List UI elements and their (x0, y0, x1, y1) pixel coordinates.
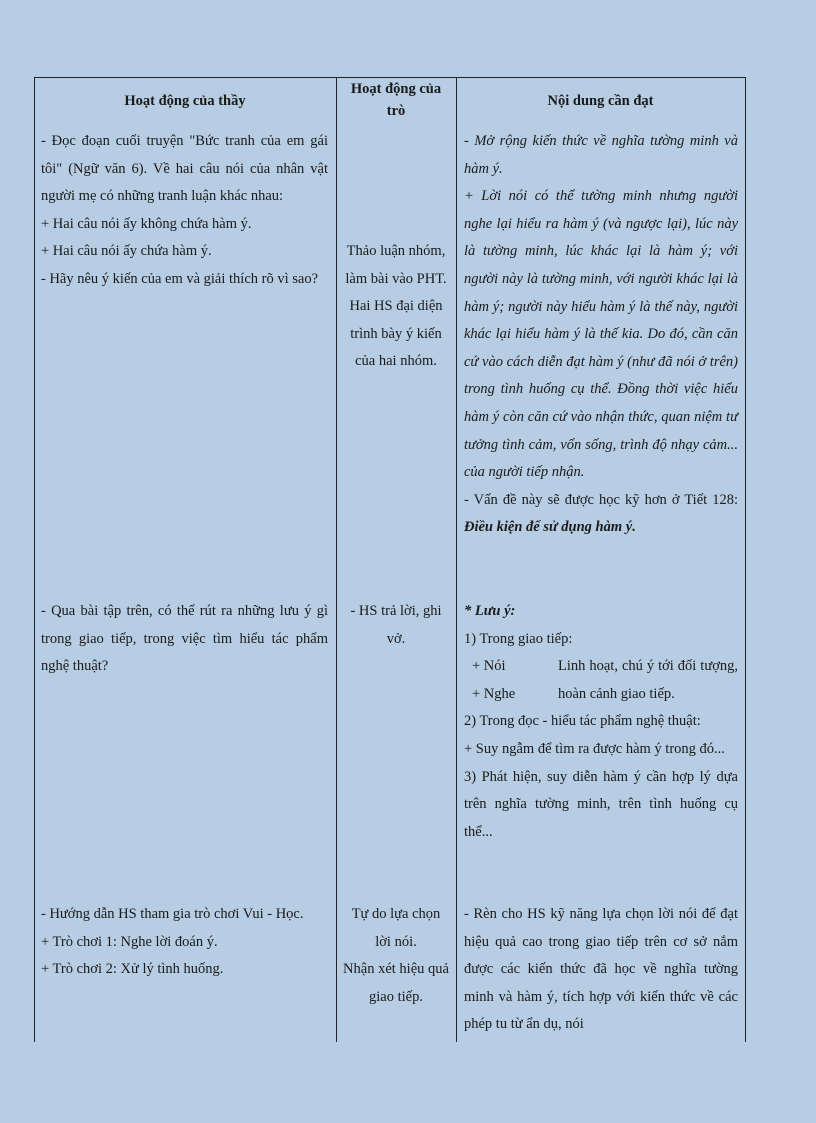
teacher-option-1: + Hai câu nói ấy không chứa hàm ý. (41, 215, 252, 232)
column-divider-1 (336, 77, 337, 1042)
note-heading: * Lưu ý: (464, 603, 516, 619)
content-note-prefix: - Vấn đề này sẽ được học kỹ hơn ở Tiết 128: (464, 491, 738, 508)
column-divider-2 (456, 77, 457, 1042)
note-plus-speak: + Nói (472, 658, 506, 675)
content-section-1 (464, 128, 738, 542)
note-item-2-sub: + Suy ngẫm để tìm ra được hàm ý trong đó... (464, 740, 725, 757)
header-content: Nội dung cần đạt (547, 93, 654, 109)
content-note-bold: Điều kiện để sử dụng hàm ý. (464, 519, 636, 536)
student-section-2 (343, 598, 449, 653)
content-skill-practice: - Rèn cho HS kỹ năng lựa chọn lời nói để đạt hiệu quả cao trong giao tiếp trên cơ sở nắm được các kiến thức đã học về nghĩa tường minh và hàm ý, tích hợp với kiến thức về các phép tu từ ẩn dụ, nói (464, 906, 738, 1033)
header-student: Hoạt động của trò (350, 81, 442, 119)
teacher-prompt-1: - Đọc đoạn cuối truyện "Bức tranh của em gái tôi" (Ngữ văn 6). Về hai câu nói của nhân vật người mẹ có những tranh luận khác nhau: (41, 133, 328, 205)
note-item-2: 2) Trong đọc - hiểu tác phẩm nghệ thuật: (464, 713, 701, 730)
student-activity-2: Hai HS đại diện trình bày ý kiến của hai nhóm. (349, 298, 443, 370)
student-activity-5: Nhận xét hiệu quả giao tiếp. (343, 961, 449, 1005)
note-plus-desc: Linh hoạt, chú ý tới đối tượng, hoàn cảnh giao tiếp. (558, 658, 738, 702)
teacher-section-2 (41, 598, 328, 681)
teacher-question-2: - Qua bài tập trên, có thể rút ra những lưu ý gì trong giao tiếp, trong việc tìm hiểu tác phẩm nghệ thuật? (41, 603, 328, 675)
teacher-game-intro: - Hướng dẫn HS tham gia trò chơi Vui - Học. (41, 906, 304, 922)
student-activity-4: Tự do lựa chọn lời nói. (351, 906, 441, 950)
content-note (464, 487, 738, 542)
teacher-section-1 (41, 128, 328, 294)
table-left-border (34, 77, 35, 1042)
teacher-question-1: - Hãy nêu ý kiến của em và giải thích rõ vì sao? (41, 270, 319, 287)
table-right-border (745, 77, 746, 1042)
content-section-3 (464, 901, 738, 1039)
note-item-1: 1) Trong giao tiếp: (464, 630, 573, 647)
teacher-game-1: + Trò chơi 1: Nghe lời đoán ý. (41, 933, 218, 950)
teacher-game-2: + Trò chơi 2: Xử lý tình huống. (41, 961, 224, 978)
student-section-3 (343, 901, 449, 1011)
note-plus-labels (464, 653, 558, 708)
content-intro: - Mở rộng kiến thức về nghĩa tường minh và hàm ý. (464, 133, 738, 177)
note-plus-block (464, 653, 738, 708)
note-plus-listen: + Nghe (472, 685, 516, 702)
note-item-3: 3) Phát hiện, suy diễn hàm ý cần hợp lý dựa trên nghĩa tường minh, trên tình huống cụ thể... (464, 768, 738, 840)
student-activity-1: Thảo luận nhóm, làm bài vào PHT. (345, 243, 447, 287)
teacher-option-2: + Hai câu nói ấy chứa hàm ý. (41, 243, 212, 260)
student-section-1 (343, 238, 449, 376)
student-activity-3: - HS trả lời, ghi vở. (350, 603, 442, 647)
content-explanation: + Lời nói có thể tường minh nhưng người nghe lại hiểu ra hàm ý (và ngược lại), lúc này là tường minh, lúc khác lại là hàm ý; với người này là tường minh, với người khác lại là hàm ý; người này hiểu hàm ý là thế này, người khác lại hiểu hàm ý là thế kia. Do đó, cần căn cứ vào cách diễn đạt hàm ý (như đã nói ở trên) trong tình huống cụ thể. Đồng thời việc hiểu hàm ý còn căn cứ vào nhận thức, quan niệm tư tưởng tình cảm, vốn sống, trình độ nhạy cảm... của người tiếp nhận. (464, 188, 738, 481)
header-teacher: Hoạt động của thầy (124, 93, 246, 109)
content-section-2 (464, 598, 738, 846)
teacher-section-3 (41, 901, 328, 984)
